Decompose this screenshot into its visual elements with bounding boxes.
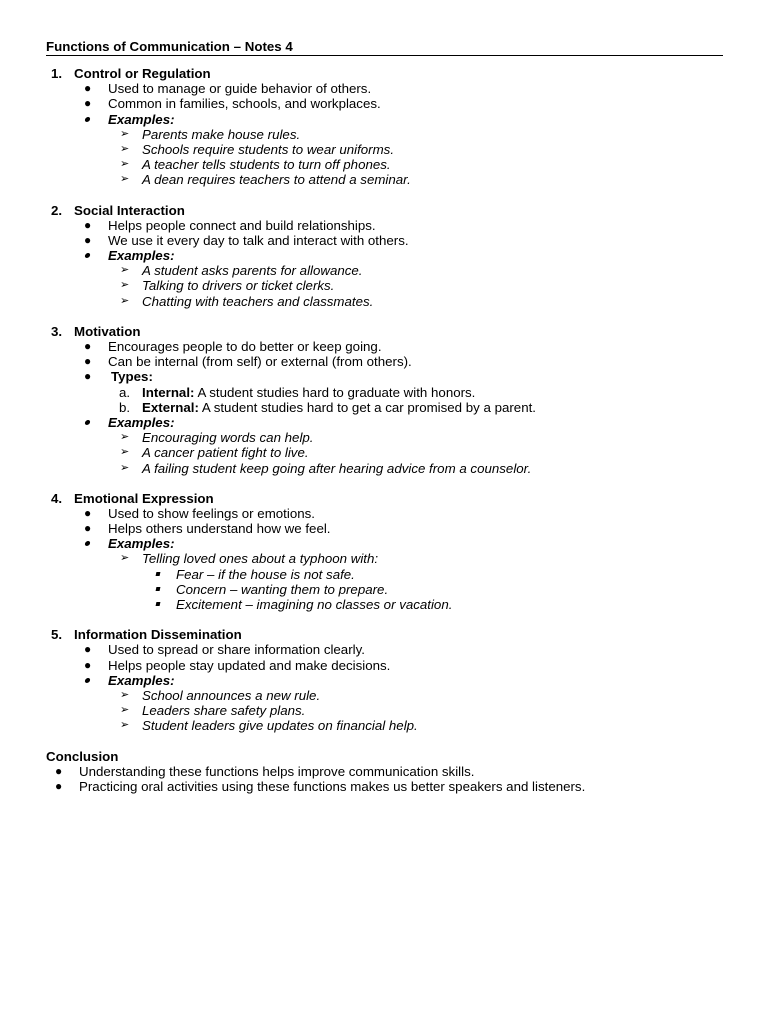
arrow-bullet-icon: ➢ (120, 446, 130, 459)
list-item: ● Helps people stay updated and make decisions. (84, 657, 391, 673)
bullet-icon: ● (84, 217, 92, 232)
section-control-regulation (0, 66, 768, 188)
arrow-bullet-icon: ➢ (120, 142, 130, 155)
bullet-icon (84, 541, 90, 546)
list-item: ● Encourages people to do better or keep going. (84, 339, 382, 354)
section-heading: Control or Regulation (74, 66, 211, 81)
section-number: 3. (51, 323, 63, 339)
section-heading: Social Interaction (74, 202, 185, 218)
types-label: Types: (111, 369, 153, 385)
section-number: 5. (51, 627, 63, 643)
example-item: ➢ Leaders share safety plans. (120, 703, 306, 719)
square-bullet-icon (156, 602, 161, 606)
bullet-icon: ● (55, 778, 63, 793)
section-social-interaction (0, 203, 768, 309)
list-item: ● Used to show feelings or emotions. (84, 505, 315, 521)
list-item: ● Used to manage or guide behavior of others. (84, 81, 372, 97)
examples-label-row (0, 536, 768, 551)
bullet-icon: ● (55, 763, 63, 778)
example-item: ➢ Telling loved ones about a typhoon with: (120, 551, 379, 567)
examples-label-row (0, 112, 768, 127)
examples-label-row (0, 248, 768, 263)
example-item: ➢ Schools require students to wear uniforms. (120, 141, 395, 157)
bullet-icon (84, 420, 90, 425)
examples-label: Examples: (108, 672, 175, 688)
list-item: ● Common in families, schools, and workplaces. (84, 96, 381, 112)
examples-label: Examples: (108, 536, 175, 552)
sub-example-item: Fear – if the house is not safe. (0, 567, 768, 582)
arrow-bullet-icon: ➢ (120, 173, 130, 186)
arrow-bullet-icon: ➢ (120, 158, 130, 171)
section-information-dissemination (0, 627, 768, 733)
section-conclusion (0, 749, 768, 795)
section-heading: Motivation (74, 323, 141, 339)
bullet-icon: ● (84, 339, 92, 353)
example-item: ➢ A student asks parents for allowance. (120, 263, 363, 279)
examples-label-row (0, 673, 768, 688)
example-item: ➢ Parents make house rules. (120, 126, 301, 142)
bullet-icon: ● (84, 81, 92, 96)
arrow-bullet-icon: ➢ (120, 264, 130, 277)
arrow-bullet-icon: ➢ (120, 279, 130, 292)
example-item: ➢ School announces a new rule. (120, 687, 321, 703)
section-heading: Emotional Expression (74, 490, 214, 506)
bullet-icon (84, 678, 90, 683)
example-item: ➢ Student leaders give updates on financial help. (120, 718, 418, 734)
section-emotional-expression (0, 491, 768, 613)
arrow-bullet-icon: ➢ (120, 461, 130, 474)
list-item: ● Practicing oral activities using these functions makes us better speakers and listeners. (55, 778, 586, 794)
type-term: Internal: (142, 384, 195, 400)
bullet-icon: ● (84, 521, 92, 536)
type-text: A student studies hard to graduate with honors. (197, 384, 476, 400)
arrow-bullet-icon: ➢ (120, 294, 130, 307)
bullet-icon: ● (84, 657, 92, 672)
type-text: A student studies hard to get a car promised by a parent. (201, 399, 536, 415)
example-item: ➢ A failing student keep going after hearing advice from a counselor. (120, 460, 532, 476)
sub-example-item: Concern – wanting them to prepare. (0, 582, 768, 597)
bullet-icon: ● (84, 642, 92, 657)
sub-example-item: Excitement – imagining no classes or vacation. (0, 597, 768, 612)
example-item: ➢ Talking to drivers or ticket clerks. (120, 278, 335, 294)
example-item: ➢ A teacher tells students to turn off phones. (120, 157, 391, 173)
examples-label: Examples: (108, 414, 175, 430)
examples-label: Examples: (108, 248, 175, 264)
example-item: ➢ Encouraging words can help. (120, 430, 314, 446)
arrow-bullet-icon: ➢ (120, 704, 130, 717)
list-item: ● Helps people connect and build relationships. (84, 217, 376, 233)
examples-label: Examples: (108, 111, 175, 127)
arrow-bullet-icon: ➢ (120, 552, 130, 565)
example-item: ➢ A cancer patient fight to live. (120, 445, 309, 461)
type-item (0, 400, 768, 415)
list-item: ● Used to spread or share information clearly. (84, 642, 365, 658)
arrow-bullet-icon: ➢ (120, 127, 130, 140)
type-item (0, 385, 768, 400)
type-term: External: (142, 399, 199, 415)
arrow-bullet-icon: ➢ (120, 719, 130, 732)
conclusion-heading: Conclusion (46, 748, 119, 764)
section-number: 1. (51, 66, 63, 81)
bullet-icon: ● (84, 232, 92, 247)
list-item: ● Helps others understand how we feel. (84, 521, 331, 537)
bullet-icon: ● (84, 369, 92, 384)
section-motivation (0, 324, 768, 476)
type-letter: b. (119, 399, 131, 415)
section-number: 2. (51, 202, 63, 218)
arrow-bullet-icon: ➢ (120, 431, 130, 444)
bullet-icon: ● (84, 96, 92, 111)
types-label-row (0, 369, 768, 384)
section-heading: Information Dissemination (74, 627, 242, 643)
bullet-icon (84, 117, 90, 122)
list-item: ● Can be internal (from self) or external (from others). (84, 354, 412, 370)
square-bullet-icon (156, 587, 161, 591)
example-item: ➢ A dean requires teachers to attend a seminar. (120, 172, 411, 188)
list-item: ● We use it every day to talk and interact with others. (84, 232, 409, 248)
example-item: ➢ Chatting with teachers and classmates. (120, 293, 374, 309)
bullet-icon: ● (84, 505, 92, 520)
notes-content (0, 66, 768, 809)
page-title: Functions of Communication – Notes 4 (46, 39, 293, 54)
bullet-icon (84, 253, 90, 258)
list-item: ● Understanding these functions helps improve communication skills. (55, 763, 475, 779)
title-underline (46, 55, 723, 56)
bullet-icon: ● (84, 354, 92, 369)
type-letter: a. (119, 384, 131, 400)
examples-label-row (0, 415, 768, 430)
square-bullet-icon (156, 572, 161, 576)
arrow-bullet-icon: ➢ (120, 688, 130, 701)
section-number: 4. (51, 490, 63, 506)
